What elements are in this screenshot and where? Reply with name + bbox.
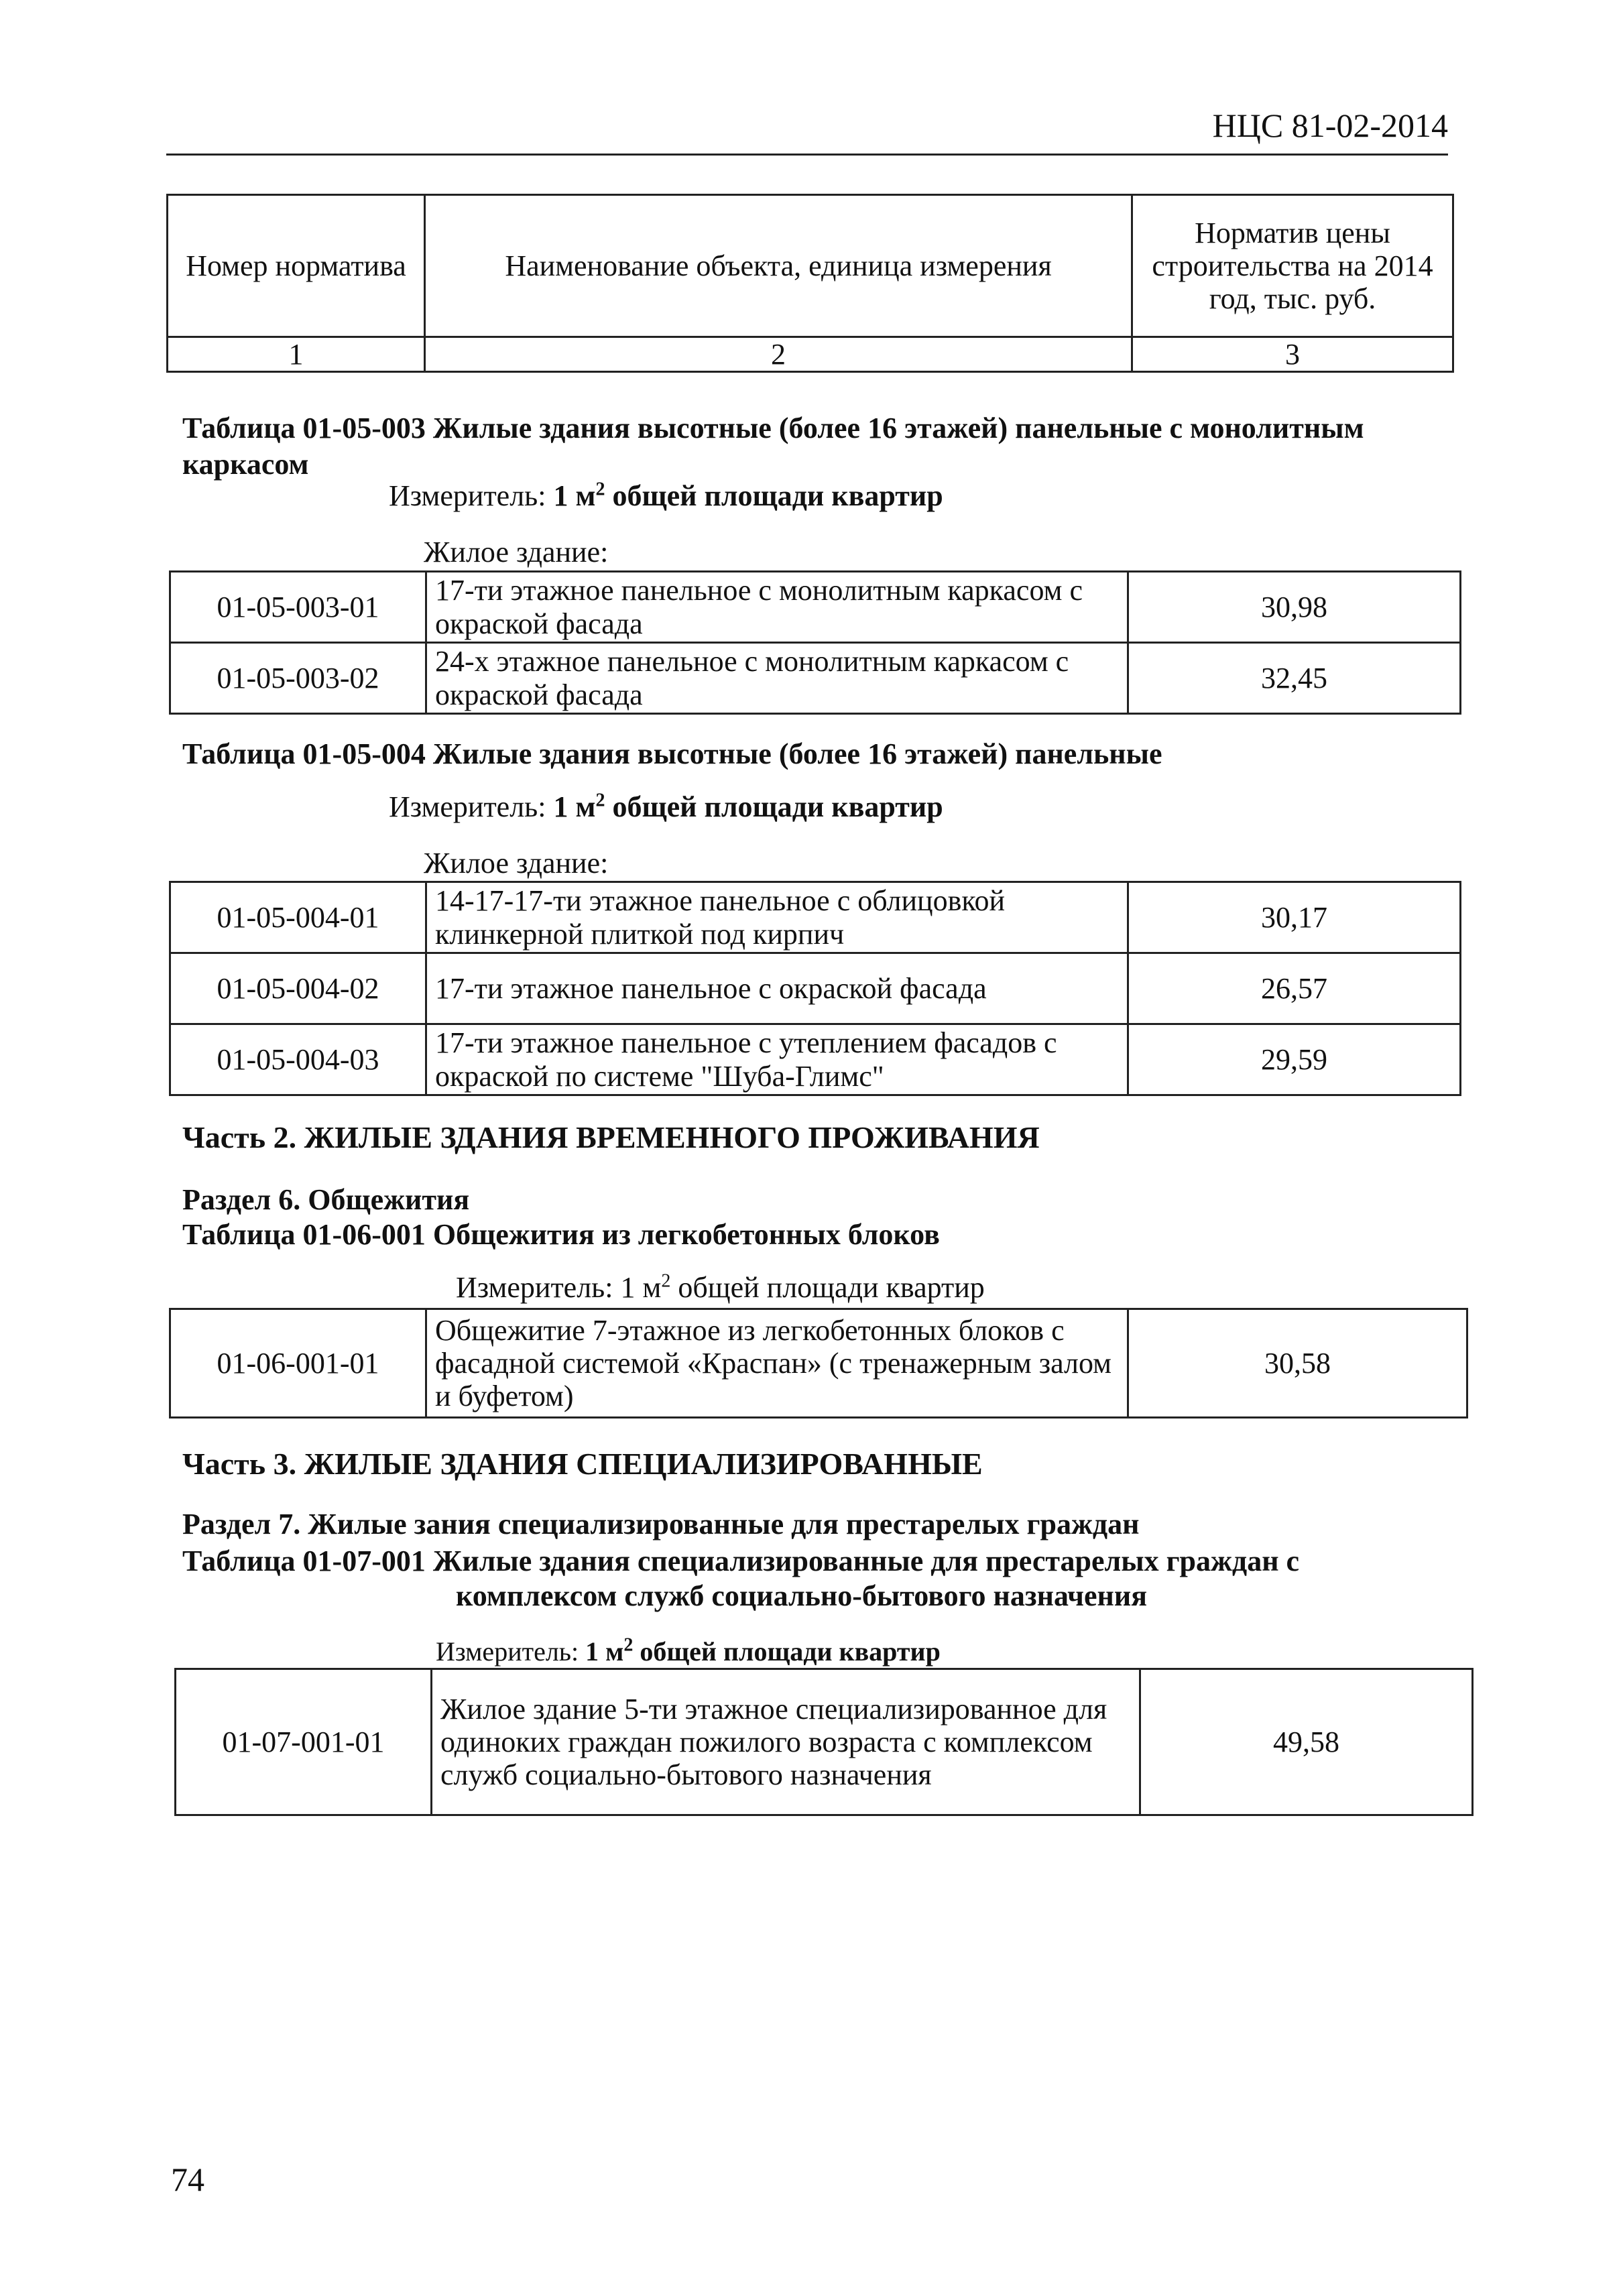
row-name: 17-ти этажное панельное с монолитным каркасом с окраской фасада: [426, 572, 1128, 643]
row-name: 14-17-17-ти этажное панельное с облицовкой клинкерной плиткой под кирпич: [426, 882, 1128, 953]
unit-sup: 2: [623, 1634, 634, 1656]
row-name: 24-х этажное панельное с монолитным каркасом с окраской фасада: [426, 643, 1128, 714]
table-row: [170, 643, 1461, 714]
table-01-07-001: [174, 1668, 1474, 1816]
header-num-3: 3: [1132, 337, 1453, 372]
table-row: [170, 1024, 1461, 1095]
row-price: 30,98: [1128, 572, 1461, 643]
unit-label: Измеритель:: [389, 479, 554, 512]
unit-value: 1 м: [585, 1636, 624, 1667]
table-01-05-004-unit: [389, 790, 943, 825]
table-row: [170, 953, 1461, 1024]
row-name: 17-ти этажное панельное с окраской фасада: [426, 953, 1128, 1024]
row-code: 01-06-001-01: [170, 1309, 426, 1418]
header-num-2: 2: [425, 337, 1132, 372]
unit-sup: 2: [661, 1270, 671, 1292]
row-code: 01-07-001-01: [176, 1669, 432, 1815]
row-price: 30,17: [1128, 882, 1461, 953]
row-code: 01-05-004-02: [170, 953, 426, 1024]
unit-rest: общей площади квартир: [633, 1636, 941, 1667]
unit-value: 1 м: [553, 790, 596, 823]
row-price: 26,57: [1128, 953, 1461, 1024]
table-01-06-001-caption: Таблица 01-06-001 Общежития из легкобетонных блоков: [182, 1218, 940, 1251]
header-col-number: Номер норматива: [168, 195, 425, 337]
part-2-title: Часть 2. ЖИЛЫЕ ЗДАНИЯ ВРЕМЕННОГО ПРОЖИВАНИЯ: [182, 1120, 1040, 1154]
row-name: 17-ти этажное панельное с утеплением фасадов с окраской по системе "Шуба-Глимс": [426, 1024, 1128, 1095]
section-6-title: Раздел 6. Общежития: [182, 1183, 470, 1216]
header-num-1: 1: [168, 337, 425, 372]
table-01-05-003-caption: Таблица 01-05-003 Жилые здания высотные (более 16 этажей) панельные с монолитным каркасом: [182, 412, 1364, 481]
unit-rest: общей площади квартир: [605, 479, 943, 512]
page-number: 74: [171, 2161, 204, 2198]
table-row: [170, 572, 1461, 643]
row-price: 29,59: [1128, 1024, 1461, 1095]
header-rule: [166, 154, 1448, 156]
unit-value: 1 м: [553, 479, 596, 512]
table-01-05-004-group: Жилое здание:: [424, 847, 609, 880]
row-price: 49,58: [1140, 1669, 1473, 1815]
unit-rest: общей площади квартир: [670, 1271, 985, 1304]
row-code: 01-05-004-03: [170, 1024, 426, 1095]
unit-sup: 2: [595, 479, 605, 500]
table-01-06-001: [169, 1308, 1468, 1418]
table-01-07-001-caption-line2: комплексом служб социально-бытового назначения: [456, 1579, 1148, 1612]
row-code: 01-05-004-01: [170, 882, 426, 953]
table-01-05-003: [169, 570, 1461, 715]
table-01-07-001-unit: [436, 1636, 941, 1668]
table-01-05-004: [169, 881, 1461, 1096]
unit-rest: общей площади квартир: [605, 790, 943, 823]
document-code: НЦС 81-02-2014: [1212, 107, 1448, 144]
header-col-name: Наименование объекта, единица измерения: [425, 195, 1132, 337]
part-3-title: Часть 3. ЖИЛЫЕ ЗДАНИЯ СПЕЦИАЛИЗИРОВАННЫЕ: [182, 1447, 983, 1481]
section-7-title: Раздел 7. Жилые зания специализированные для престарелых граждан: [182, 1508, 1140, 1540]
table-01-05-003-group: Жилое здание:: [424, 536, 609, 568]
table-01-06-001-unit: [456, 1270, 985, 1306]
row-name: Общежитие 7-этажное из легкобетонных блоков с фасадной системой «Краспан» (с тренажерным залом и буфетом): [426, 1309, 1128, 1418]
table-row: [170, 1309, 1467, 1418]
row-price: 32,45: [1128, 643, 1461, 714]
unit-label: Измеритель:: [436, 1636, 586, 1667]
row-name: Жилое здание 5-ти этажное специализированное для одиноких граждан пожилого возраста с комплексом служб социально-бытового назначения: [432, 1669, 1140, 1815]
row-code: 01-05-003-02: [170, 643, 426, 714]
header-col-price: Норматив цены строительства на 2014 год, тыс. руб.: [1132, 195, 1453, 337]
table-row: [170, 882, 1461, 953]
unit-label: Измеритель: 1 м: [456, 1271, 662, 1304]
unit-sup: 2: [595, 790, 605, 811]
unit-label: Измеритель:: [389, 790, 554, 823]
row-price: 30,58: [1128, 1309, 1467, 1418]
table-01-05-003-unit: [389, 479, 943, 514]
column-header-table: [166, 194, 1454, 373]
row-code: 01-05-003-01: [170, 572, 426, 643]
table-01-05-004-caption: Таблица 01-05-004 Жилые здания высотные (более 16 этажей) панельные: [182, 737, 1162, 770]
table-row: [176, 1669, 1473, 1815]
table-01-07-001-caption-line1: Таблица 01-07-001 Жилые здания специализированные для престарелых граждан с: [182, 1545, 1300, 1577]
